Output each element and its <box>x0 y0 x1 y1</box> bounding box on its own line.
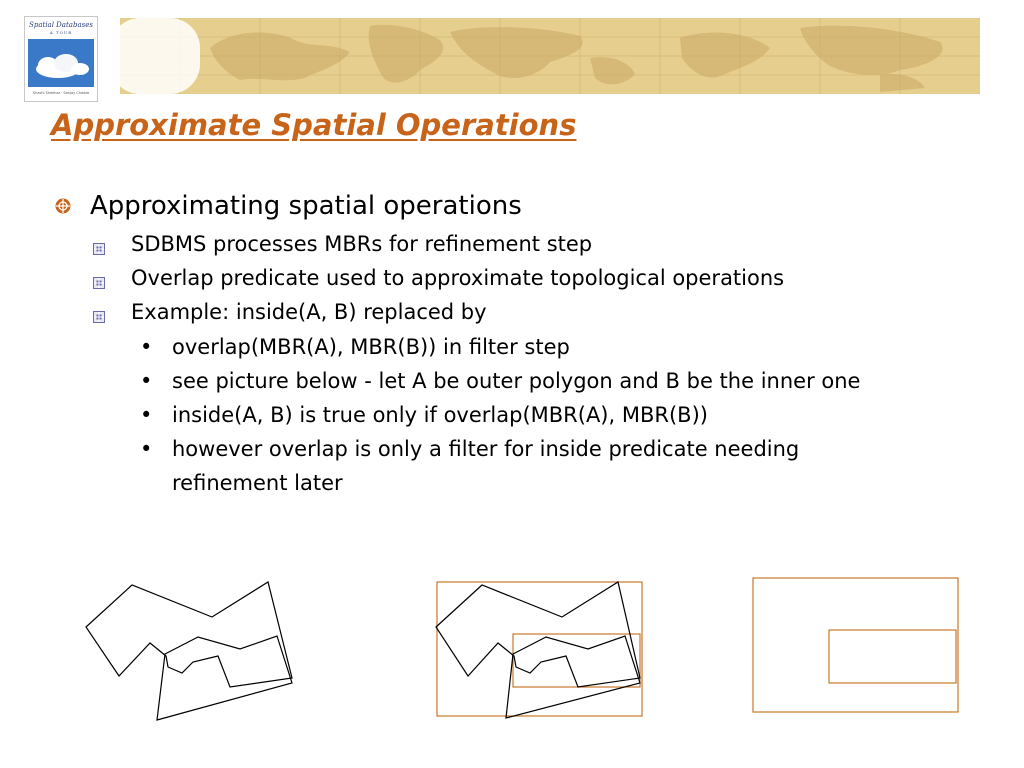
book-cover-subtitle: A TOUR <box>49 30 73 35</box>
polygon-b <box>157 636 292 720</box>
dot-bullet-text: however overlap is only a filter for inside predicate needing <box>172 437 800 461</box>
world-map-graphic <box>120 18 980 94</box>
book-cover-authors: Shashi Shekhar · Sanjay Chawla <box>32 91 90 95</box>
mbr-a <box>437 582 642 716</box>
square-bullet-icon <box>93 311 105 323</box>
polygon-a <box>86 582 292 687</box>
dot-bullet-marker: • <box>140 437 153 461</box>
dot-bullet-marker: • <box>140 403 153 427</box>
sub-bullet-text: Example: inside(A, B) replaced by <box>131 300 487 324</box>
square-bullet-icon <box>93 277 105 289</box>
header-map-banner <box>120 18 980 94</box>
slide-title: Approximate Spatial Operations <box>51 108 577 142</box>
dot-bullet-text: overlap(MBR(A), MBR(B)) in filter step <box>172 335 570 359</box>
crosshair-bullet-icon <box>55 198 71 214</box>
polygons-figure <box>86 582 292 720</box>
mbr-only-figure <box>753 578 958 712</box>
polygons-with-mbr-figure <box>436 582 642 718</box>
book-cover-image <box>24 16 98 102</box>
mbr-a <box>753 578 958 712</box>
square-bullet-icon <box>93 243 105 255</box>
bullet-text: Approximating spatial operations <box>90 191 522 221</box>
mbr-b <box>829 630 956 683</box>
sub-bullet-text: Overlap predicate used to approximate topological operations <box>131 266 785 290</box>
dot-bullet-continuation: refinement later <box>172 471 343 495</box>
dot-bullet-marker: • <box>140 335 153 359</box>
sub-bullet-text: SDBMS processes MBRs for refinement step <box>131 232 593 256</box>
dot-bullet-marker: • <box>140 369 153 393</box>
dot-bullet-text: see picture below - let A be outer polygon and B be the inner one <box>172 369 861 393</box>
mbr-b <box>513 634 640 687</box>
mbr-illustration <box>0 560 1024 768</box>
polygon-b <box>506 636 640 718</box>
book-cover-title: Spatial Databases <box>29 21 93 29</box>
cloud-sky-image <box>28 39 94 87</box>
dot-bullet-text: inside(A, B) is true only if overlap(MBR(A), MBR(B)) <box>172 403 708 427</box>
